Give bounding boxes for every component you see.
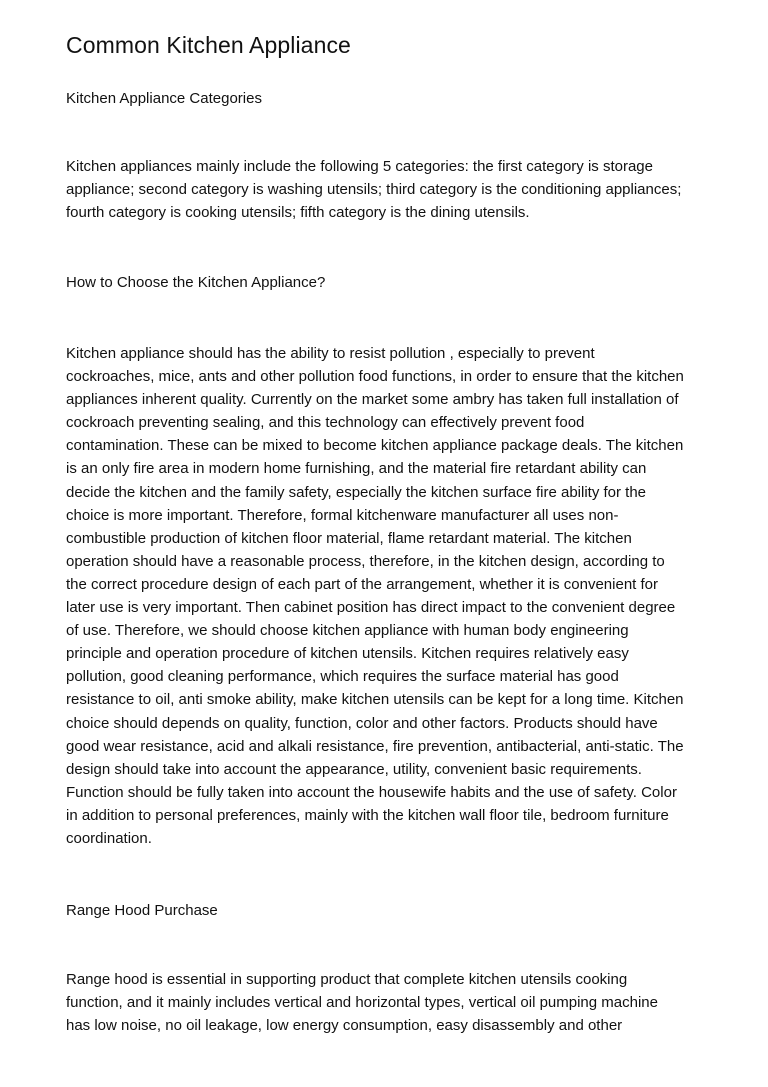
section-paragraph-categories bbox=[66, 155, 710, 224]
paragraph-line: Kitchen appliances mainly include the following 5 categories: the first category is storage bbox=[66, 158, 653, 175]
paragraph-line: has low noise, no oil leakage, low energy consumption, easy disassembly and other bbox=[66, 1017, 623, 1035]
paragraph-line: principle and operation procedure of kitchen utensils. Kitchen requires relatively easy bbox=[66, 645, 629, 663]
paragraph-line: coordination. bbox=[66, 829, 152, 847]
section-heading-range-hood: Range Hood Purchase bbox=[66, 902, 218, 919]
paragraph-line: operation should have a reasonable process, therefore, in the kitchen design, according to bbox=[66, 552, 665, 570]
paragraph-line: decide the kitchen and the family safety, especially the kitchen surface fire ability for the bbox=[66, 483, 647, 501]
paragraph-line: is an only fire area in modern home furnishing, and the material fire retardant ability can bbox=[66, 460, 647, 478]
paragraph-line: later use is very important. Then cabinet position has direct impact to the convenient degree bbox=[66, 599, 676, 617]
section-paragraph-range-hood bbox=[66, 968, 710, 1037]
paragraph-line: cockroach preventing sealing, and this technology can effectively prevent food bbox=[66, 414, 585, 432]
paragraph-line: choice should depends on quality, function, color and other factors. Products should have bbox=[66, 714, 658, 732]
paragraph-line: good wear resistance, acid and alkali resistance, fire prevention, antibacterial, anti-static. The bbox=[66, 737, 684, 755]
paragraph-line: pollution, good cleaning performance, which requires the surface material has good bbox=[66, 668, 619, 686]
paragraph-line: appliances inherent quality. Currently on the market some ambry has taken full installation of bbox=[66, 391, 679, 409]
section-heading-categories: Kitchen Appliance Categories bbox=[66, 90, 262, 107]
paragraph-line: the correct procedure design of each part of the arrangement, whether it is convenient for bbox=[66, 575, 659, 593]
paragraph-line: function, and it mainly includes vertical and horizontal types, vertical oil pumping machine bbox=[66, 994, 658, 1012]
paragraph-line: in addition to personal preferences, mainly with the kitchen wall floor tile, bedroom furniture bbox=[66, 806, 669, 824]
paragraph-line: appliance; second category is washing utensils; third category is the conditioning appliances; bbox=[66, 181, 682, 199]
paragraph-line: contamination. These can be mixed to become kitchen appliance package deals. The kitchen bbox=[66, 437, 684, 455]
paragraph-line: choice is more important. Therefore, formal kitchenware manufacturer all uses non- bbox=[66, 506, 619, 524]
section-paragraph-how-to-choose bbox=[66, 342, 710, 850]
paragraph-line: fourth category is cooking utensils; fifth category is the dining utensils. bbox=[66, 204, 530, 222]
paragraph-line: Range hood is essential in supporting product that complete kitchen utensils cooking bbox=[66, 971, 628, 988]
paragraph-line: Kitchen appliance should has the ability to resist pollution , especially to prevent bbox=[66, 345, 595, 362]
section-heading-how-to-choose: How to Choose the Kitchen Appliance? bbox=[66, 274, 326, 291]
paragraph-line: combustible production of kitchen floor material, flame retardant material. The kitchen bbox=[66, 529, 632, 547]
paragraph-line: resistance to oil, anti smoke ability, make kitchen utensils can be kept for a long time. Kitchen bbox=[66, 691, 684, 709]
document-title: Common Kitchen Appliance bbox=[66, 32, 351, 58]
paragraph-line: design should take into account the appearance, utility, convenient basic requirements. bbox=[66, 760, 642, 778]
paragraph-line: of use. Therefore, we should choose kitchen appliance with human body engineering bbox=[66, 622, 629, 640]
paragraph-line: Function should be fully taken into account the housewife habits and the use of safety. Color bbox=[66, 783, 677, 801]
paragraph-line: cockroaches, mice, ants and other pollution food functions, in order to ensure that the kitchen bbox=[66, 368, 684, 386]
